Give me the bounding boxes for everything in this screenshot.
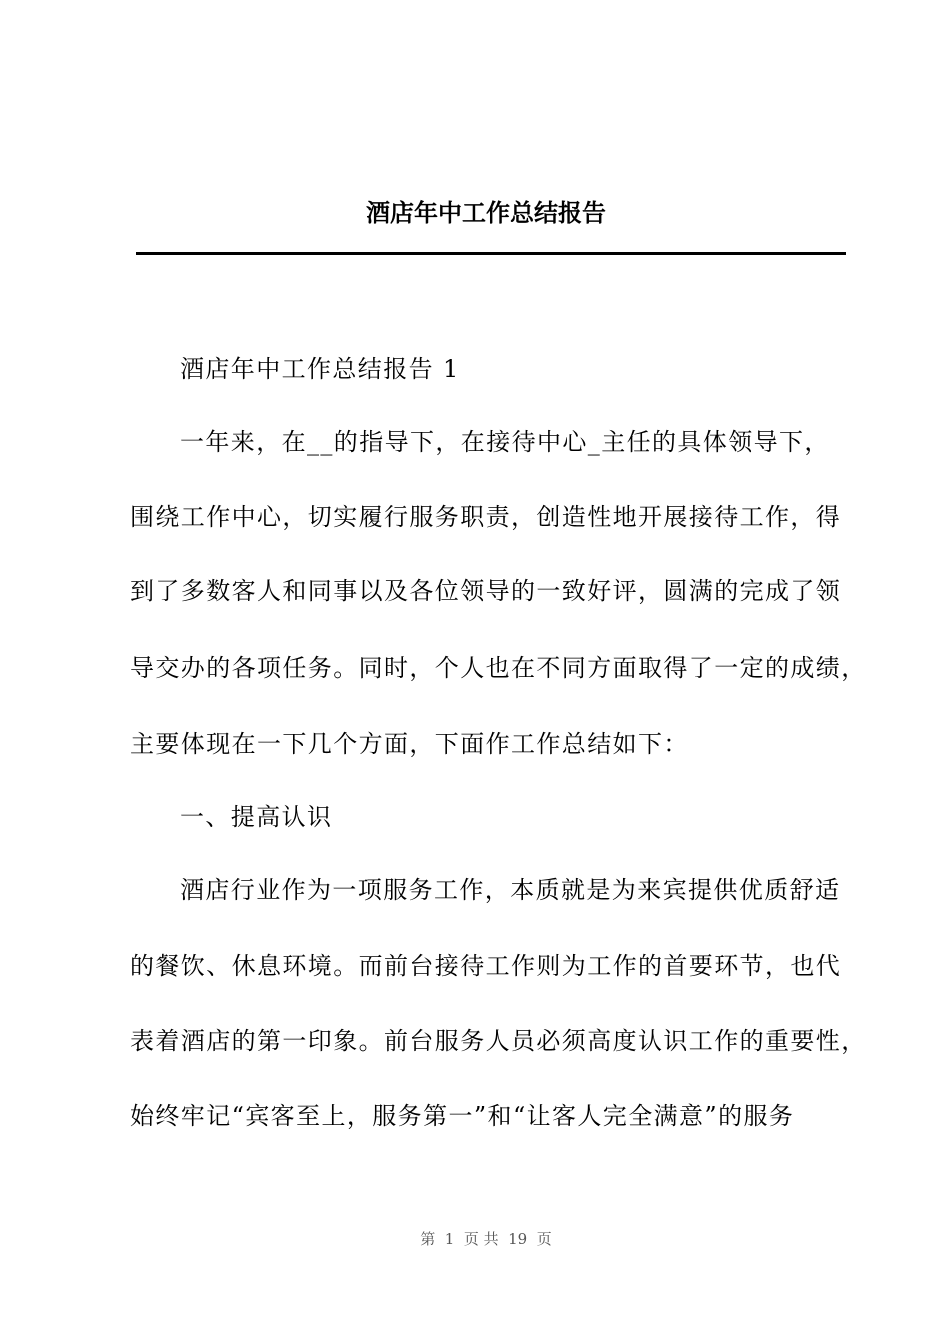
- title-underline: [136, 252, 846, 255]
- paragraph-line: 主要体现在一下几个方面，下面作工作总结如下：: [130, 730, 689, 758]
- paragraph-line: 围绕工作中心，切实履行服务职责，创造性地开展接待工作，得: [130, 503, 842, 531]
- section-heading: 酒店年中工作总结报告 1: [180, 355, 460, 383]
- paragraph-line: 酒店行业作为一项服务工作，本质就是为来宾提供优质舒适: [180, 876, 841, 904]
- document-title: 酒店年中工作总结报告: [366, 198, 606, 227]
- page-number-footer: 第 1 页 共 19 页: [420, 1230, 552, 1248]
- paragraph-line: 的餐饮、休息环境。而前台接待工作则为工作的首要环节，也代: [130, 952, 842, 980]
- paragraph-line: 一年来，在__的指导下，在接待中心_主任的具体领导下，: [180, 428, 830, 456]
- paragraph-line: 到了多数客人和同事以及各位领导的一致好评，圆满的完成了领: [130, 577, 842, 605]
- paragraph-line: 始终牢记“宾客至上，服务第一”和“让客人完全满意”的服务: [130, 1102, 795, 1130]
- paragraph-line: 表着酒店的第一印象。前台服务人员必须高度认识工作的重要性，: [130, 1027, 867, 1055]
- paragraph-line: 导交办的各项任务。同时，个人也在不同方面取得了一定的成绩，: [130, 654, 867, 682]
- subsection-heading: 一、提高认识: [180, 803, 333, 831]
